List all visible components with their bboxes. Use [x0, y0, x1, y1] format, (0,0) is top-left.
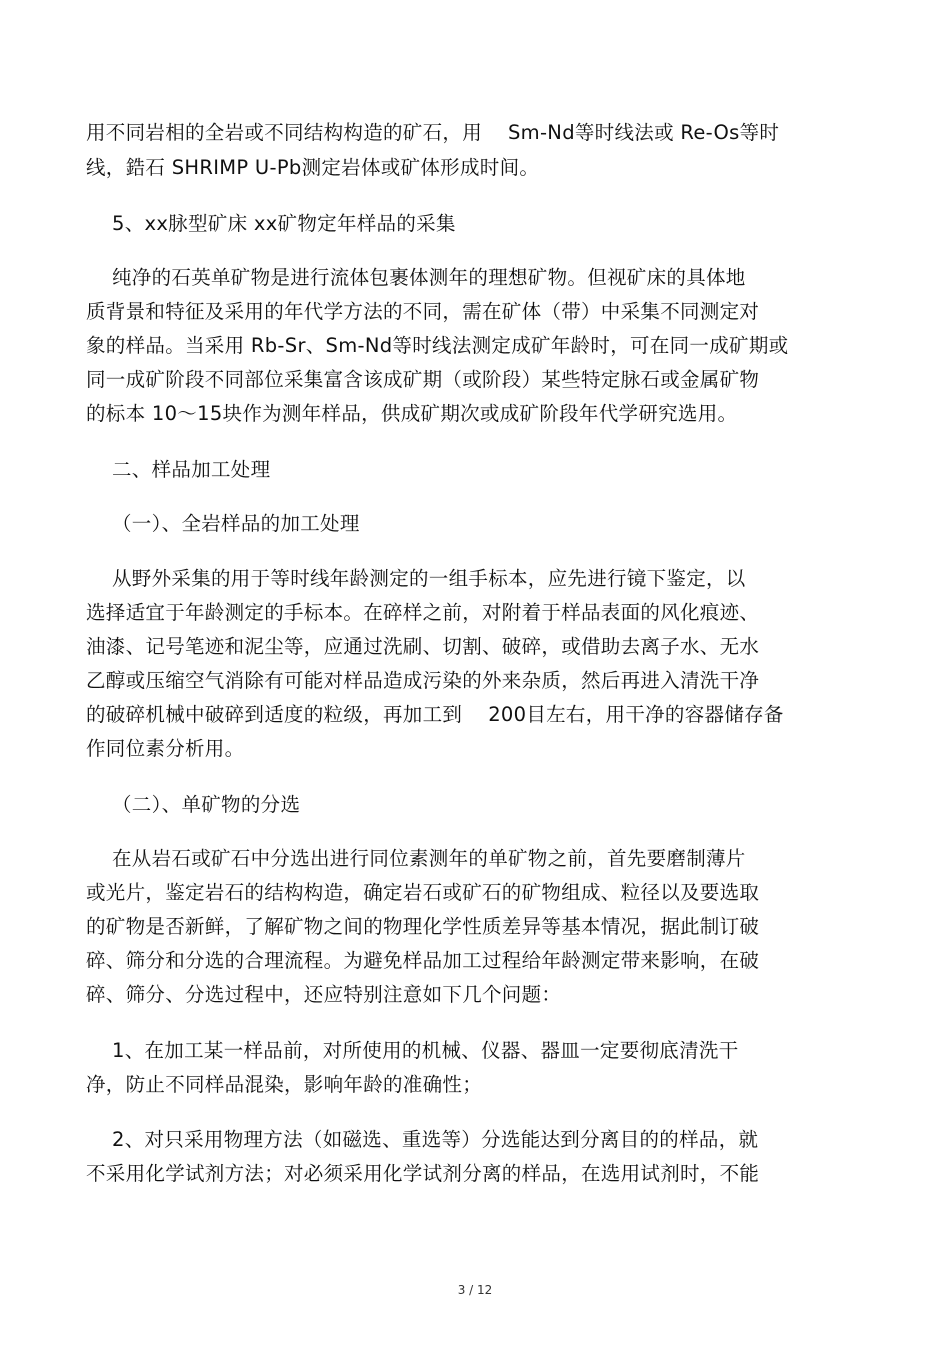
- subsection-heading: （一）、全岩样品的加工处理: [86, 512, 360, 535]
- text-line: 的破碎机械中破碎到适度的粒级，再加工到 200目左右，用干净的容器储存备: [86, 703, 784, 726]
- text-line: 的标本 10～15块作为测年样品，供成矿期次或成矿阶段年代学研究选用。: [86, 402, 738, 425]
- text-line: 乙醇或压缩空气消除有可能对样品造成污染的外来杂质，然后再进入清洗干净: [86, 669, 760, 692]
- section-heading: 5、xx脉型矿床 xx矿物定年样品的采集: [86, 212, 456, 235]
- text-line: 2、对只采用物理方法（如磁选、重选等）分选能达到分离目的的样品，就: [86, 1128, 759, 1151]
- text-line: 象的样品。当采用 Rb-Sr、Sm-Nd等时线法测定成矿年龄时，可在同一成矿期或: [86, 334, 789, 357]
- text-line: 油漆、记号笔迹和泥尘等，应通过洗刷、切割、破碎，或借助去离子水、无水: [86, 635, 760, 658]
- text-line: 在从岩石或矿石中分选出进行同位素测年的单矿物之前，首先要磨制薄片: [86, 847, 746, 870]
- text-line: 质背景和特征及采用的年代学方法的不同，需在矿体（带）中采集不同测定对: [86, 300, 760, 323]
- section-heading: 二、样品加工处理: [86, 458, 271, 481]
- text-line: 选择适宜于年龄测定的手标本。在碎样之前，对附着于样品表面的风化痕迹、: [86, 601, 760, 624]
- text-line: 线，鋯石 SHRIMP U-Pb测定岩体或矿体形成时间。: [86, 156, 540, 179]
- text-line: 作同位素分析用。: [86, 737, 245, 760]
- text-line: 1、在加工某一样品前，对所使用的机械、仪器、器皿一定要彻底清洗干: [86, 1039, 739, 1062]
- page-indicator: 3 / 12: [457, 1283, 493, 1297]
- text-line: 碎、筛分、分选过程中，还应特别注意如下几个问题：: [86, 983, 562, 1006]
- text-line: 净，防止不同样品混染，影响年龄的准确性；: [86, 1073, 483, 1096]
- subsection-heading: （二）、单矿物的分选: [86, 793, 301, 816]
- text-line: 同一成矿阶段不同部位采集富含该成矿期（或阶段）某些特定脉石或金属矿物: [86, 368, 760, 391]
- text-line: 用不同岩相的全岩或不同结构构造的矿石，用 Sm-Nd等时线法或 Re-Os等时: [86, 121, 780, 144]
- text-line: 从野外采集的用于等时线年龄测定的一组手标本，应先进行镜下鉴定，以: [86, 567, 746, 590]
- text-line: 的矿物是否新鲜，了解矿物之间的物理化学性质差异等基本情况，据此制订破: [86, 915, 760, 938]
- text-line: 或光片，鉴定岩石的结构构造，确定岩石或矿石的矿物组成、粒径以及要选取: [86, 881, 760, 904]
- text-line: 碎、筛分和分选的合理流程。为避免样品加工过程给年龄测定带来影响，在破: [86, 949, 760, 972]
- text-line: 纯净的石英单矿物是进行流体包裹体测年的理想矿物。但视矿床的具体地: [86, 266, 746, 289]
- text-line: 不采用化学试剂方法；对必须采用化学试剂分离的样品，在选用试剂时，不能: [86, 1162, 760, 1185]
